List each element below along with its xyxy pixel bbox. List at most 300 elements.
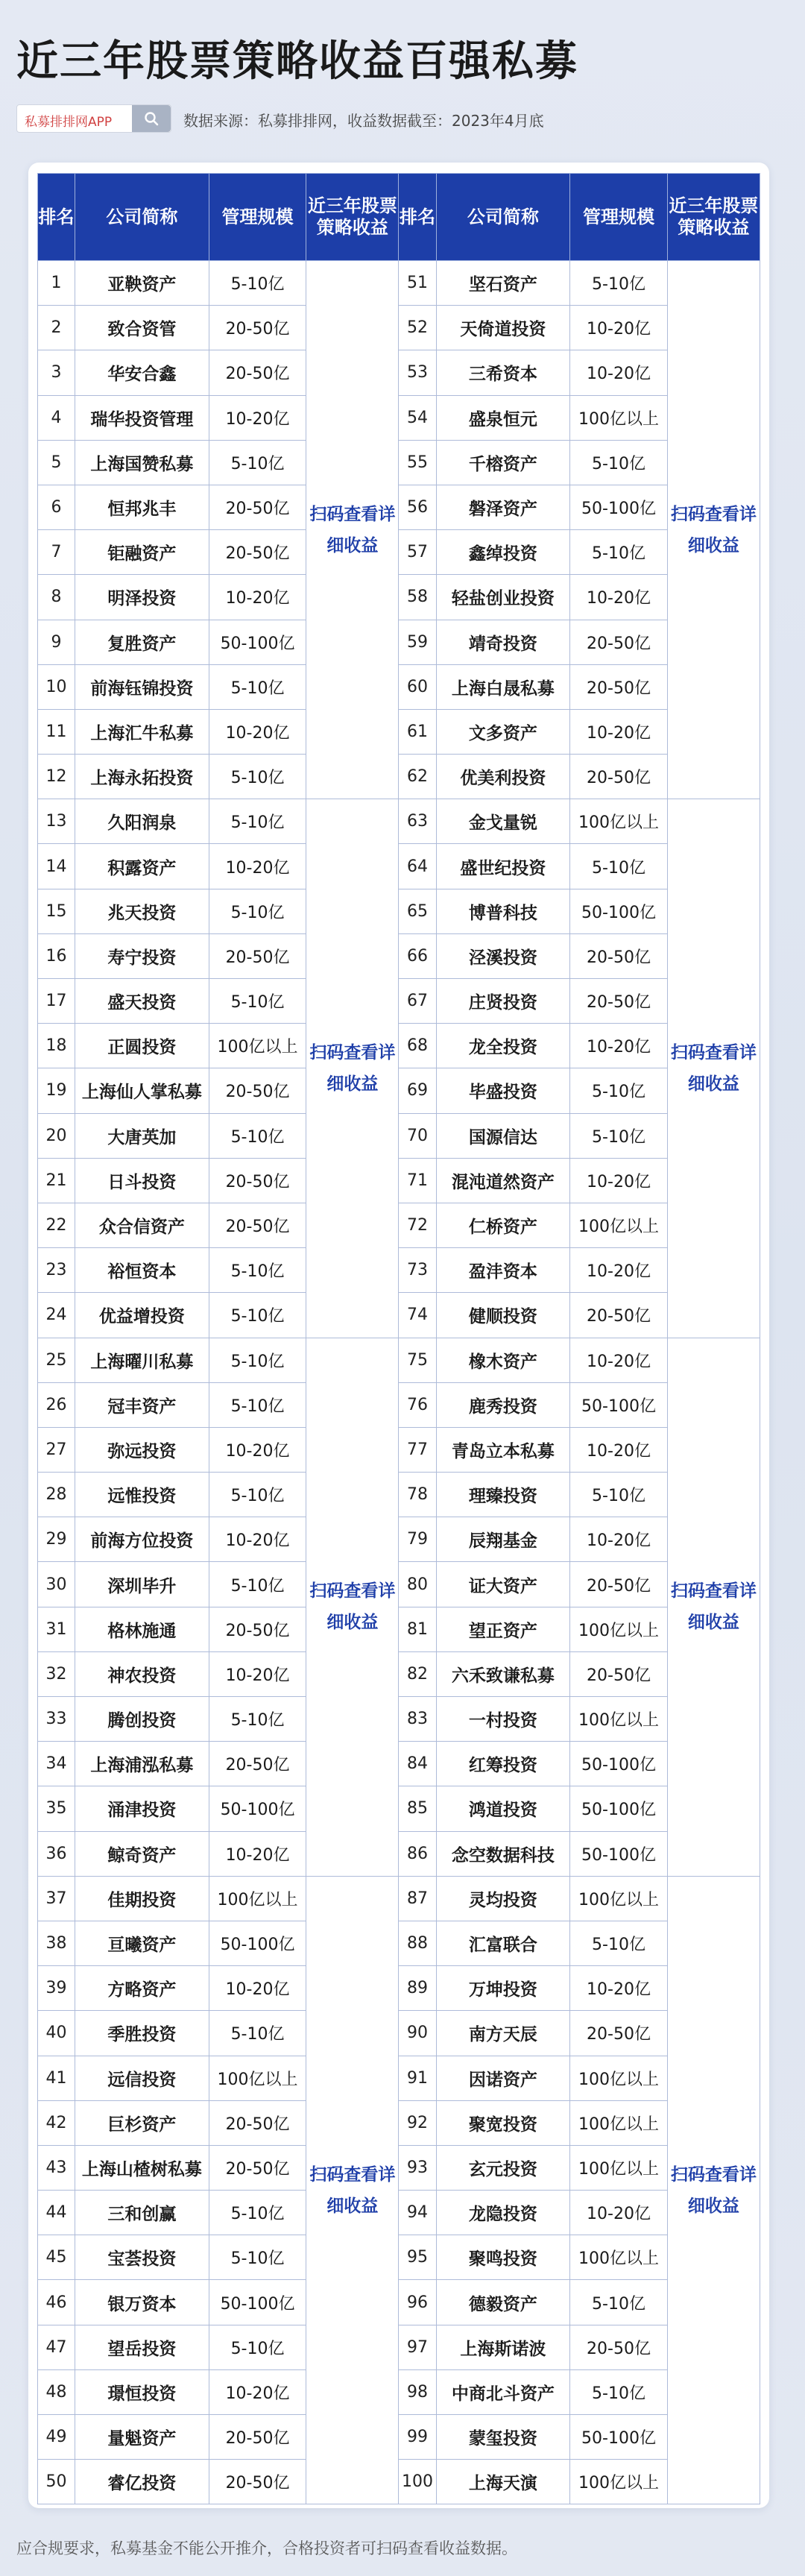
scale-cell: 5-10亿 — [209, 664, 306, 709]
scale-cell: 50-100亿 — [570, 889, 668, 933]
rank-cell: 91 — [399, 2056, 436, 2100]
table-row — [38, 2011, 760, 2056]
table-row — [38, 1473, 760, 1517]
company-name-cell: 前海钰锦投资 — [75, 664, 209, 709]
scale-cell: 10-20亿 — [570, 709, 668, 754]
rank-cell: 73 — [399, 1248, 436, 1293]
company-name-cell: 上海曜川私募 — [75, 1338, 209, 1382]
company-name-cell: 复胜资产 — [75, 620, 209, 664]
rank-cell: 87 — [399, 1876, 436, 1921]
company-name-cell: 亘曦资产 — [75, 1921, 209, 1965]
table-row — [38, 1742, 760, 1786]
company-name-cell: 聚宽投资 — [436, 2100, 570, 2145]
company-name-cell: 久阳润泉 — [75, 799, 209, 844]
scan-qr-link[interactable]: 扫码查看详细收益 — [667, 1876, 760, 2504]
company-name-cell: 上海永拓投资 — [75, 755, 209, 799]
scale-cell: 5-10亿 — [570, 440, 668, 485]
scale-cell: 5-10亿 — [209, 440, 306, 485]
company-name-cell: 龙隐投资 — [436, 2191, 570, 2235]
table-row — [38, 1293, 760, 1338]
table-row — [38, 979, 760, 1024]
table-row — [38, 440, 760, 485]
rank-cell: 42 — [38, 2100, 75, 2145]
scan-qr-link[interactable]: 扫码查看详细收益 — [667, 261, 760, 799]
company-name-cell: 钜融资产 — [75, 530, 209, 575]
company-name-cell: 恒邦兆丰 — [75, 485, 209, 529]
rank-cell: 89 — [399, 1966, 436, 2011]
table-row — [38, 350, 760, 395]
scale-cell: 100亿以上 — [570, 799, 668, 844]
company-name-cell: 亚鞅资产 — [75, 261, 209, 306]
company-name-cell: 明泽投资 — [75, 575, 209, 620]
table-row — [38, 664, 760, 709]
scale-cell: 50-100亿 — [209, 620, 306, 664]
scale-cell: 10-20亿 — [570, 1024, 668, 1068]
scale-cell: 10-20亿 — [570, 575, 668, 620]
table-row — [38, 709, 760, 754]
scale-cell: 100亿以上 — [570, 2145, 668, 2190]
table-row — [38, 2056, 760, 2100]
rank-cell: 82 — [399, 1651, 436, 1696]
rank-cell: 44 — [38, 2191, 75, 2235]
scale-cell: 50-100亿 — [570, 1786, 668, 1831]
scale-cell: 5-10亿 — [570, 1113, 668, 1158]
company-name-cell: 中商北斗资产 — [436, 2369, 570, 2414]
company-name-cell: 理臻投资 — [436, 1473, 570, 1517]
company-name-cell: 兆天投资 — [75, 889, 209, 933]
company-name-cell: 念空数据科技 — [436, 1831, 570, 1876]
rank-cell: 53 — [399, 350, 436, 395]
scan-qr-link[interactable]: 扫码查看详细收益 — [667, 799, 760, 1338]
scale-cell: 10-20亿 — [209, 1966, 306, 2011]
company-name-cell: 冠丰资产 — [75, 1382, 209, 1427]
rank-cell: 1 — [38, 261, 75, 306]
company-name-cell: 鑫绰投资 — [436, 530, 570, 575]
search-box[interactable] — [16, 104, 171, 133]
scale-cell: 20-50亿 — [570, 979, 668, 1024]
scale-cell: 10-20亿 — [570, 1966, 668, 2011]
company-name-cell: 量魁资产 — [75, 2415, 209, 2460]
table-row — [38, 620, 760, 664]
rank-cell: 83 — [399, 1697, 436, 1742]
scale-cell: 10-20亿 — [209, 1831, 306, 1876]
rank-cell: 27 — [38, 1427, 75, 1472]
rank-cell: 59 — [399, 620, 436, 664]
rank-cell: 94 — [399, 2191, 436, 2235]
company-name-cell: 南方天辰 — [436, 2011, 570, 2056]
rank-cell: 56 — [399, 485, 436, 529]
search-icon — [144, 111, 159, 126]
table-row — [38, 1651, 760, 1696]
scale-cell: 20-50亿 — [570, 933, 668, 978]
rank-cell: 21 — [38, 1158, 75, 1203]
company-name-cell: 鸿道投资 — [436, 1786, 570, 1831]
company-name-cell: 聚鸣投资 — [436, 2235, 570, 2280]
rank-cell: 24 — [38, 1293, 75, 1338]
table-row — [38, 1921, 760, 1965]
company-name-cell: 橡木资产 — [436, 1338, 570, 1382]
scale-cell: 5-10亿 — [570, 1068, 668, 1113]
scale-cell: 100亿以上 — [209, 2056, 306, 2100]
scale-cell: 10-20亿 — [570, 350, 668, 395]
company-name-cell: 庄贤投资 — [436, 979, 570, 1024]
rank-cell: 62 — [399, 755, 436, 799]
scale-cell: 10-20亿 — [570, 1248, 668, 1293]
rank-cell: 77 — [399, 1427, 436, 1472]
table-row — [38, 1427, 760, 1472]
company-name-cell: 灵均投资 — [436, 1876, 570, 1921]
company-name-cell: 红筹投资 — [436, 1742, 570, 1786]
table-row — [38, 261, 760, 306]
rank-cell: 50 — [38, 2460, 75, 2504]
scale-cell: 10-20亿 — [209, 1427, 306, 1472]
rank-cell: 22 — [38, 1203, 75, 1247]
scale-cell: 20-50亿 — [570, 2325, 668, 2369]
scale-cell: 5-10亿 — [570, 1473, 668, 1517]
rank-cell: 64 — [399, 844, 436, 889]
rank-cell: 69 — [399, 1068, 436, 1113]
company-name-cell: 泾溪投资 — [436, 933, 570, 978]
company-name-cell: 瑞华投资管理 — [75, 395, 209, 440]
company-name-cell: 宝荟投资 — [75, 2235, 209, 2280]
rank-cell: 13 — [38, 799, 75, 844]
rank-cell: 40 — [38, 2011, 75, 2056]
company-name-cell: 千榕资产 — [436, 440, 570, 485]
table-row — [38, 1966, 760, 2011]
table-row — [38, 2191, 760, 2235]
rank-cell: 48 — [38, 2369, 75, 2414]
rank-cell: 81 — [399, 1607, 436, 1651]
scan-qr-link[interactable]: 扫码查看详细收益 — [667, 1338, 760, 1876]
scale-cell: 20-50亿 — [209, 485, 306, 529]
company-name-cell: 佳期投资 — [75, 1876, 209, 1921]
scale-cell: 100亿以上 — [570, 395, 668, 440]
rank-cell: 68 — [399, 1024, 436, 1068]
scan-qr-link[interactable]: 扫码查看详细收益 — [306, 261, 399, 799]
company-name-cell: 龙全投资 — [436, 1024, 570, 1068]
table-row — [38, 1562, 760, 1607]
table-row — [38, 575, 760, 620]
company-name-cell: 毕盛投资 — [436, 1068, 570, 1113]
scale-cell: 20-50亿 — [209, 1068, 306, 1113]
rank-cell: 49 — [38, 2415, 75, 2460]
table-row — [38, 530, 760, 575]
rank-cell: 67 — [399, 979, 436, 1024]
table-row — [38, 1203, 760, 1247]
scale-cell: 10-20亿 — [570, 306, 668, 350]
company-name-cell: 巨杉资产 — [75, 2100, 209, 2145]
rank-cell: 39 — [38, 1966, 75, 2011]
rank-cell: 76 — [399, 1382, 436, 1427]
scale-cell: 5-10亿 — [209, 2191, 306, 2235]
scale-cell: 100亿以上 — [209, 1876, 306, 1921]
scale-cell: 5-10亿 — [570, 2369, 668, 2414]
company-name-cell: 望正资产 — [436, 1607, 570, 1651]
company-name-cell: 方略资产 — [75, 1966, 209, 2011]
rank-cell: 18 — [38, 1024, 75, 1068]
ranking-table — [37, 173, 760, 2504]
company-name-cell: 优益增投资 — [75, 1293, 209, 1338]
company-name-cell: 华安合鑫 — [75, 350, 209, 395]
scale-cell: 5-10亿 — [209, 1697, 306, 1742]
ranking-card — [28, 163, 769, 2508]
scale-cell: 20-50亿 — [209, 1203, 306, 1247]
company-name-cell: 正圆投资 — [75, 1024, 209, 1068]
rank-cell: 14 — [38, 844, 75, 889]
table-row — [38, 1786, 760, 1831]
company-name-cell: 优美利投资 — [436, 755, 570, 799]
scale-cell: 5-10亿 — [209, 1382, 306, 1427]
scale-cell: 50-100亿 — [570, 1742, 668, 1786]
scale-cell: 20-50亿 — [209, 530, 306, 575]
table-row — [38, 2100, 760, 2145]
rank-cell: 96 — [399, 2280, 436, 2325]
table-row — [38, 2235, 760, 2280]
company-name-cell: 璟恒投资 — [75, 2369, 209, 2414]
company-name-cell: 神农投资 — [75, 1651, 209, 1696]
rank-cell: 95 — [399, 2235, 436, 2280]
rank-cell: 52 — [399, 306, 436, 350]
table-row — [38, 1113, 760, 1158]
rank-cell: 61 — [399, 709, 436, 754]
company-name-cell: 盛泉恒元 — [436, 395, 570, 440]
scale-cell: 10-20亿 — [570, 1338, 668, 1382]
scale-cell: 10-20亿 — [570, 2191, 668, 2235]
company-name-cell: 上海国赞私募 — [75, 440, 209, 485]
scale-cell: 5-10亿 — [209, 2235, 306, 2280]
scale-cell: 5-10亿 — [209, 1113, 306, 1158]
scale-cell: 5-10亿 — [209, 2011, 306, 2056]
table-body — [38, 261, 760, 2504]
company-name-cell: 证大资产 — [436, 1562, 570, 1607]
table-row — [38, 844, 760, 889]
header-scale: 管理规模 — [570, 174, 668, 261]
scale-cell: 100亿以上 — [570, 1697, 668, 1742]
company-name-cell: 德毅资产 — [436, 2280, 570, 2325]
rank-cell: 88 — [399, 1921, 436, 1965]
scale-cell: 50-100亿 — [570, 485, 668, 529]
rank-cell: 99 — [399, 2415, 436, 2460]
company-name-cell: 青岛立本私募 — [436, 1427, 570, 1472]
rank-cell: 9 — [38, 620, 75, 664]
company-name-cell: 大唐英加 — [75, 1113, 209, 1158]
company-name-cell: 上海汇牛私募 — [75, 709, 209, 754]
scale-cell: 5-10亿 — [209, 1562, 306, 1607]
scale-cell: 5-10亿 — [570, 261, 668, 306]
rank-cell: 97 — [399, 2325, 436, 2369]
scale-cell: 10-20亿 — [570, 1158, 668, 1203]
rank-cell: 25 — [38, 1338, 75, 1382]
company-name-cell: 上海仙人掌私募 — [75, 1068, 209, 1113]
rank-cell: 35 — [38, 1786, 75, 1831]
rank-cell: 74 — [399, 1293, 436, 1338]
scale-cell: 20-50亿 — [209, 1742, 306, 1786]
company-name-cell: 涌津投资 — [75, 1786, 209, 1831]
table-row — [38, 2280, 760, 2325]
table-row — [38, 755, 760, 799]
company-name-cell: 银万资本 — [75, 2280, 209, 2325]
rank-cell: 65 — [399, 889, 436, 933]
scale-cell: 5-10亿 — [209, 799, 306, 844]
scale-cell: 20-50亿 — [209, 1607, 306, 1651]
company-name-cell: 博普科技 — [436, 889, 570, 933]
scale-cell: 5-10亿 — [209, 889, 306, 933]
rank-cell: 38 — [38, 1921, 75, 1965]
scale-cell: 5-10亿 — [209, 2325, 306, 2369]
table-row — [38, 1876, 760, 1921]
rank-cell: 37 — [38, 1876, 75, 1921]
scale-cell: 100亿以上 — [570, 2100, 668, 2145]
table-row — [38, 1697, 760, 1742]
rank-cell: 51 — [399, 261, 436, 306]
scale-cell: 50-100亿 — [570, 1382, 668, 1427]
company-name-cell: 致合资管 — [75, 306, 209, 350]
scale-cell: 100亿以上 — [570, 1203, 668, 1247]
table-row — [38, 1158, 760, 1203]
company-name-cell: 日斗投资 — [75, 1158, 209, 1203]
rank-cell: 63 — [399, 799, 436, 844]
rank-cell: 93 — [399, 2145, 436, 2190]
rank-cell: 5 — [38, 440, 75, 485]
rank-cell: 57 — [399, 530, 436, 575]
rank-cell: 46 — [38, 2280, 75, 2325]
company-name-cell: 六禾致谦私募 — [436, 1651, 570, 1696]
scan-qr-link[interactable]: 扫码查看详细收益 — [306, 799, 399, 1338]
header-scale: 管理规模 — [209, 174, 306, 261]
rank-cell: 85 — [399, 1786, 436, 1831]
scale-cell: 10-20亿 — [570, 1427, 668, 1472]
scale-cell: 5-10亿 — [209, 1473, 306, 1517]
scale-cell: 100亿以上 — [209, 1024, 306, 1068]
rank-cell: 47 — [38, 2325, 75, 2369]
rank-cell: 79 — [399, 1517, 436, 1562]
company-name-cell: 天倚道投资 — [436, 306, 570, 350]
company-name-cell: 盈沣资本 — [436, 1248, 570, 1293]
company-name-cell: 寿宁投资 — [75, 933, 209, 978]
rank-cell: 55 — [399, 440, 436, 485]
rank-cell: 31 — [38, 1607, 75, 1651]
company-name-cell: 健顺投资 — [436, 1293, 570, 1338]
scan-qr-link[interactable]: 扫码查看详细收益 — [306, 1876, 399, 2504]
company-name-cell: 金戈量锐 — [436, 799, 570, 844]
table-row — [38, 1831, 760, 1876]
rank-cell: 90 — [399, 2011, 436, 2056]
rank-cell: 84 — [399, 1742, 436, 1786]
company-name-cell: 盛世纪投资 — [436, 844, 570, 889]
scale-cell: 5-10亿 — [209, 1248, 306, 1293]
rank-cell: 92 — [399, 2100, 436, 2145]
scale-cell: 10-20亿 — [570, 1517, 668, 1562]
header-company: 公司简称 — [75, 174, 209, 261]
compliance-footer: 应合规要求，私募基金不能公开推介，合格投资者可扫码查看收益数据。 — [16, 2539, 517, 2557]
scale-cell: 5-10亿 — [209, 979, 306, 1024]
company-name-cell: 格林施通 — [75, 1607, 209, 1651]
scale-cell: 5-10亿 — [209, 1338, 306, 1382]
company-name-cell: 上海白晟私募 — [436, 664, 570, 709]
scale-cell: 10-20亿 — [209, 709, 306, 754]
rank-cell: 54 — [399, 395, 436, 440]
page-title: 近三年股票策略收益百强私募 — [16, 37, 578, 86]
company-name-cell: 前海方位投资 — [75, 1517, 209, 1562]
scale-cell: 5-10亿 — [209, 755, 306, 799]
scale-cell: 20-50亿 — [570, 2011, 668, 2056]
rank-cell: 10 — [38, 664, 75, 709]
company-name-cell: 盛天投资 — [75, 979, 209, 1024]
table-row — [38, 889, 760, 933]
scale-cell: 20-50亿 — [209, 2415, 306, 2460]
scale-cell: 20-50亿 — [570, 755, 668, 799]
rank-cell: 66 — [399, 933, 436, 978]
rank-cell: 71 — [399, 1158, 436, 1203]
company-name-cell: 积露资产 — [75, 844, 209, 889]
table-row — [38, 2145, 760, 2190]
header-return: 近三年股票策略收益 — [306, 174, 399, 261]
rank-cell: 58 — [399, 575, 436, 620]
scale-cell: 20-50亿 — [570, 1651, 668, 1696]
rank-cell: 36 — [38, 1831, 75, 1876]
table-row — [38, 2415, 760, 2460]
company-name-cell: 轻盐创业投资 — [436, 575, 570, 620]
scale-cell: 10-20亿 — [209, 395, 306, 440]
table-row — [38, 2460, 760, 2504]
scale-cell: 5-10亿 — [570, 530, 668, 575]
search-button[interactable] — [132, 105, 171, 132]
rank-cell: 16 — [38, 933, 75, 978]
rank-cell: 34 — [38, 1742, 75, 1786]
company-name-cell: 磐泽资产 — [436, 485, 570, 529]
scale-cell: 10-20亿 — [209, 2369, 306, 2414]
scale-cell: 5-10亿 — [570, 844, 668, 889]
scale-cell: 20-50亿 — [570, 664, 668, 709]
company-name-cell: 季胜投资 — [75, 2011, 209, 2056]
rank-cell: 20 — [38, 1113, 75, 1158]
rank-cell: 7 — [38, 530, 75, 575]
company-name-cell: 蒙玺投资 — [436, 2415, 570, 2460]
company-name-cell: 上海天演 — [436, 2460, 570, 2504]
table-row — [38, 395, 760, 440]
company-name-cell: 睿亿投资 — [75, 2460, 209, 2504]
data-source-note: 数据来源：私募排排网，收益数据截至：2023年4月底 — [183, 112, 544, 130]
table-row — [38, 485, 760, 529]
rank-cell: 32 — [38, 1651, 75, 1696]
scale-cell: 20-50亿 — [209, 2145, 306, 2190]
company-name-cell: 上海斯诺波 — [436, 2325, 570, 2369]
scale-cell: 20-50亿 — [570, 1562, 668, 1607]
rank-cell: 12 — [38, 755, 75, 799]
rank-cell: 100 — [399, 2460, 436, 2504]
company-name-cell: 上海浦泓私募 — [75, 1742, 209, 1786]
rank-cell: 2 — [38, 306, 75, 350]
scale-cell: 10-20亿 — [209, 844, 306, 889]
scale-cell: 20-50亿 — [209, 1158, 306, 1203]
table-row — [38, 799, 760, 844]
scale-cell: 50-100亿 — [209, 1921, 306, 1965]
company-name-cell: 鲸奇资产 — [75, 1831, 209, 1876]
rank-cell: 60 — [399, 664, 436, 709]
company-name-cell: 靖奇投资 — [436, 620, 570, 664]
scale-cell: 50-100亿 — [209, 1786, 306, 1831]
scale-cell: 5-10亿 — [570, 1921, 668, 1965]
scan-qr-link[interactable]: 扫码查看详细收益 — [306, 1338, 399, 1876]
scale-cell: 5-10亿 — [570, 2280, 668, 2325]
rank-cell: 29 — [38, 1517, 75, 1562]
rank-cell: 4 — [38, 395, 75, 440]
company-name-cell: 仁桥资产 — [436, 1203, 570, 1247]
rank-cell: 98 — [399, 2369, 436, 2414]
scale-cell: 50-100亿 — [209, 2280, 306, 2325]
rank-cell: 28 — [38, 1473, 75, 1517]
scale-cell: 5-10亿 — [209, 261, 306, 306]
